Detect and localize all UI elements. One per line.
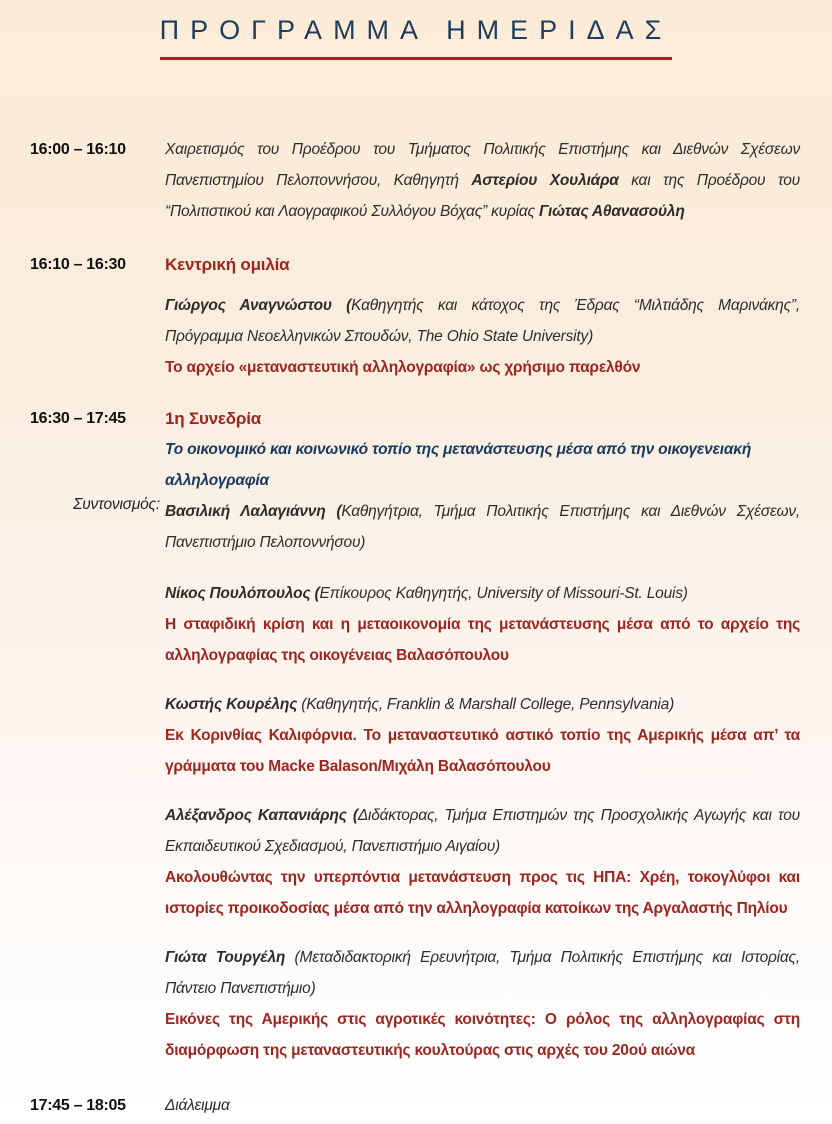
time-spacer	[30, 689, 165, 782]
speaker-entry	[165, 578, 800, 671]
speaker-name: Κωστής Κουρέλης	[165, 696, 298, 713]
speaker-affiliation: Διδάκτορας, Τμήμα Επιστημών της Προσχολικής Αγωγής και του Εκπαιδευτικού Σχεδιασμού, Πανεπιστήμιο Αιγαίου)	[165, 807, 800, 855]
page-header	[0, 0, 832, 60]
session-header	[165, 403, 800, 496]
greeting-mid: και της Προέδρου του “Πολιτιστικού και Λαογραφικού Συλλόγου Βόχας” κυρίας	[165, 172, 800, 220]
speaker-affiliation: (Μεταδιδακτορική Ερευνήτρια, Τμήμα Πολιτικής Επιστήμης και Ιστορίας, Πάντειο Πανεπιστήμιο)	[165, 949, 800, 997]
program-block-session1	[30, 403, 800, 496]
time-spacer	[30, 578, 165, 671]
time-label: 16:30 – 17:45	[30, 410, 126, 427]
program-block-break	[30, 1090, 800, 1121]
talk-title: Ακολουθώντας την υπερπόντια μετανάστευση προς τις ΗΠΑ: Χρέη, τοκογλύφοι και ιστορίες προικοδοσίας μέσα από την αλληλογραφία κατοίκων της Αργαλαστής Πηλίου	[165, 869, 800, 917]
speaker-entry	[165, 689, 800, 782]
speaker-entry-row	[30, 942, 800, 1066]
moderator-name: Βασιλική Λαλαγιάννη (	[165, 503, 342, 520]
session-subtitle: Το οικονομικό και κοινωνικό τοπίο της μετανάστευσης μέσα από την οικογενειακή αλληλογραφία	[165, 441, 752, 489]
talk-title: Εικόνες της Αμερικής στις αγροτικές κοινότητες: Ο ρόλος της αλληλογραφίας στη διαμόρφωση της μεταναστευτικής κουλτούρας στις αρχές του 20ού αιώνα	[165, 1011, 800, 1059]
speaker-entry-row	[30, 689, 800, 782]
speaker-entry-row	[30, 578, 800, 671]
speaker-entry	[165, 290, 800, 352]
session-heading: 1η Συνεδρία	[165, 409, 261, 428]
speaker-affiliation: (Καθηγητής, Franklin & Marshall College, Pennsylvania)	[297, 696, 675, 713]
greeting-text	[165, 134, 800, 227]
speaker-entry	[165, 942, 800, 1066]
talk-title: Εκ Κορινθίας Καλιφόρνια. Το μεταναστευτικό αστικό τοπίο της Αμερικής μέσα απ’ τα γράμματα του Macke Balason/Μιχάλη Βαλασόπουλου	[165, 727, 800, 775]
speaker-name: Νίκος Πουλόπουλος (	[165, 585, 320, 602]
time-label: 16:10 – 16:30	[30, 256, 126, 273]
talk-title: Η σταφιδική κρίση και η μεταοικονομία της μετανάστευσης μέσα από το αρχείο της αλληλογραφίας της οικογένειας Βαλασόπουλου	[165, 616, 800, 664]
speaker-name: Γιώτα Τουργέλη	[165, 949, 286, 966]
moderator-entry	[165, 496, 800, 558]
talk-title: Το αρχείο «μεταναστευτική αλληλογραφία» ως χρήσιμο παρελθόν	[165, 359, 641, 376]
moderator-label: Συντονισμός:	[73, 496, 160, 513]
speaker-entry-row	[30, 800, 800, 924]
person-name: Αστερίου Χουλιάρα	[471, 172, 619, 189]
greeting-pre: Χαιρετισμός του Προέδρου του Τμήματος Πολιτικής Επιστήμης και Διεθνών Σχέσεων Πανεπιστημίου Πελοποννήσου, Καθηγητή	[165, 141, 800, 189]
moderator-affiliation: Καθηγήτρια, Τμήμα Πολιτικής Επιστήμης και Διεθνών Σχέσεων, Πανεπιστήμιο Πελοποννήσου)	[165, 503, 800, 551]
speaker-affiliation: Καθηγητής και κάτοχος της Έδρας “Μιλτιάδης Μαρινάκης”, Πρόγραμμα Νεοελληνικών Σπουδών, The Ohio State University)	[165, 297, 800, 345]
person-name: Γιώτας Αθανασούλη	[538, 203, 685, 220]
time-spacer	[30, 942, 165, 1066]
speaker-name: Αλέξανδρος Καπανιάρης (	[165, 807, 358, 824]
time-spacer	[30, 800, 165, 924]
keynote-heading: Κεντρική ομιλία	[165, 255, 290, 274]
speaker-entry	[165, 800, 800, 924]
time-label: 16:00 – 16:10	[30, 141, 126, 158]
speaker-affiliation: Επίκουρος Καθηγητής, University of Missouri-St. Louis)	[319, 585, 688, 602]
program-block-greeting	[30, 134, 800, 227]
program-block-keynote	[30, 249, 800, 383]
program-schedule	[30, 134, 800, 1121]
moderator-row	[30, 496, 800, 558]
page-title: ΠΡΟΓΡΑΜΜΑ ΗΜΕΡΙΔΑΣ	[160, 14, 673, 60]
break-label: Διάλειμμα	[165, 1097, 230, 1114]
speaker-name: Γιώργος Αναγνώστου (	[165, 297, 352, 314]
keynote-content	[165, 249, 800, 383]
time-label: 17:45 – 18:05	[30, 1097, 126, 1114]
